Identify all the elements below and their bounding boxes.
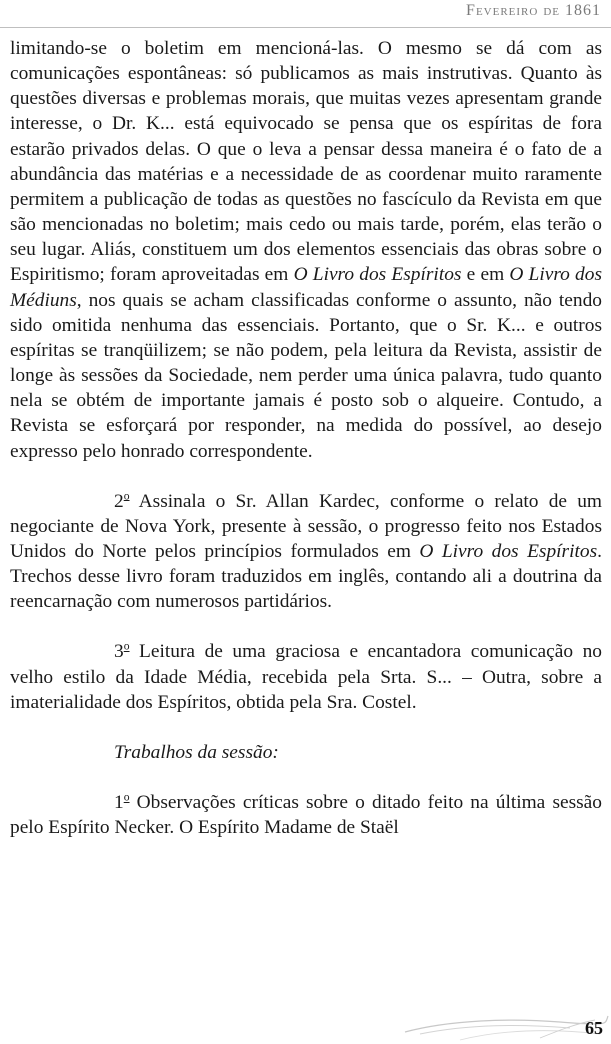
text-run: Leitura de uma graciosa e encantadora comunicação no velho estilo da Idade Média, recebida pela Srta. S... – Outra, sobre a imaterialidade dos Espíritos, obtida pela Sra. Costel. (10, 641, 602, 713)
paragraph-spacer (10, 715, 602, 740)
italic-title: O Livro dos Espíritos (293, 264, 462, 286)
paragraph-spacer (10, 614, 602, 639)
text-run: Observações críticas sobre o ditado feito na última sessão pelo Espírito Necker. O Espírito Madame de Staël (10, 792, 602, 839)
paragraph-1 (10, 36, 602, 464)
item-number: 3 (114, 641, 124, 663)
italic-title: O Livro dos Espíritos (419, 540, 598, 562)
ordinal-mark: o (123, 790, 130, 804)
italic-title: O Livro dos Médiuns (10, 264, 602, 311)
header-rule (0, 27, 611, 28)
paragraph-2 (10, 489, 602, 615)
item-number: 1 (114, 792, 124, 814)
paragraph-spacer (10, 464, 602, 489)
item-number: 2 (114, 490, 124, 512)
paragraph-4-text (10, 792, 602, 838)
paragraph-2-text (10, 491, 602, 613)
ordinal-mark: o (123, 489, 130, 503)
page-body (10, 36, 602, 840)
ordinal-mark: o (123, 639, 130, 653)
text-run: limitando-se o boletim em mencioná-las. O mesmo se dá com as comunicações espontâneas: só publicamos as mais instrutivas. Quanto às questões diversas e problemas morais, que muitas vezes apresentam grande interesse, o Dr. K... está equivocado se pensa que os espíritas de fora estarão privados delas. O que o leva a pensar dessa maneira é o fato de a abundância das matérias e a necessidade de as coordenar muito raramente permitem a publicação de todas as questões no fascículo da Revista em que são mencionadas no boletim; mais cedo ou mais tarde, porém, elas terão o seu lugar. Aliás, constituem um dos elementos essenciais das obras sobre o Espiritismo; foram aproveitadas em (10, 38, 602, 286)
paragraph-3-text (10, 641, 602, 712)
text-run: Assinala o Sr. Allan Kardec, conforme o relato de um negociante de Nova York, presente à sessão, o progresso feito nos Estados Unidos do Norte pelos princípios formulados em (10, 490, 602, 562)
paragraph-4 (10, 790, 602, 840)
footer-ornament (400, 1010, 611, 1044)
running-header: Fevereiro de 1861 (466, 2, 601, 19)
text-run: , nos quais se acham classificadas conforme o assunto, não tendo sido omitida nenhuma das essenciais. Portanto, que o Sr. K... e outros espíritas se tranqüilizem; se não podem, pela leitura da Revista, assistir de longe às sessões da Sociedade, nem perder uma única palavra, tudo quanto nela se obtém de importante jamais é posto sob o alqueire. Contudo, a Revista se esforçará por responder, na medida do possível, ao desejo expresso pelo honrado correspondente. (10, 289, 602, 462)
section-heading: Trabalhos da sessão: (114, 741, 279, 763)
swirl-ornament-icon (400, 1010, 611, 1044)
text-run: . Trechos desse livro foram traduzidos em inglês, contando ali a doutrina da reencarnação com numerosos partidários. (10, 540, 602, 613)
page-number: 65 (585, 1018, 603, 1038)
paragraph-spacer (10, 765, 602, 790)
paragraph-3 (10, 639, 602, 714)
text-run: e em (461, 264, 510, 286)
